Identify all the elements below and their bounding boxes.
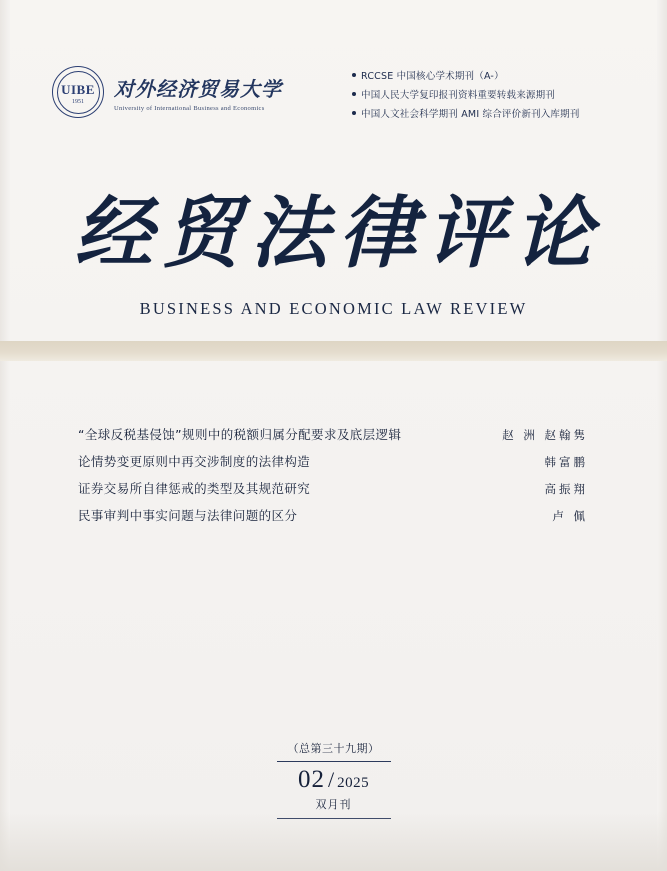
issue-serial-number: （总第三十九期）	[287, 742, 380, 755]
list-item	[78, 425, 588, 452]
index-badge-label: 中国人文社会科学期刊 AMI 综合评价新刊入库期刊	[361, 109, 580, 120]
article-authors: 韩富鹏	[544, 455, 588, 469]
issue-number: 02	[297, 766, 325, 793]
journal-title-cn: 经贸法律评论	[74, 188, 603, 279]
index-badge	[352, 68, 580, 82]
list-item	[78, 506, 588, 533]
article-title: 证券交易所自律惩戒的类型及其规范研究	[78, 481, 311, 496]
issue-frequency: 双月刊	[315, 798, 352, 811]
index-badge	[352, 106, 580, 120]
issue-year: 2025	[337, 775, 370, 791]
index-badge-label: 中国人民大学复印报刊资料重要转载来源期刊	[361, 90, 556, 101]
issue-block	[277, 740, 391, 819]
publisher-names	[114, 73, 282, 112]
decorative-band	[0, 341, 667, 361]
article-title: 论情势变更原则中再交涉制度的法律构造	[78, 454, 311, 469]
list-item	[78, 479, 588, 506]
bullet-dot-icon	[352, 111, 356, 115]
index-badge	[352, 87, 580, 101]
bullet-dot-icon	[352, 73, 356, 77]
list-item	[78, 452, 588, 479]
issue-separator: /	[327, 767, 335, 792]
uibe-emblem-icon	[52, 66, 104, 118]
bullet-dot-icon	[352, 92, 356, 96]
cover-header	[0, 62, 667, 134]
emblem-ring	[57, 71, 100, 114]
article-title: 民事审判中事实问题与法律问题的区分	[78, 508, 298, 523]
journal-title-en: BUSINESS AND ECONOMIC LAW REVIEW	[139, 299, 528, 318]
article-authors: 赵 洲 赵翰隽	[502, 428, 588, 442]
table-of-contents	[78, 425, 588, 533]
article-authors: 高振翔	[544, 482, 588, 496]
publisher-logo-block	[52, 66, 282, 118]
article-title: “全球反税基侵蚀”规则中的税额归属分配要求及底层逻辑	[78, 427, 402, 442]
publisher-name-cn: 对外经济贸易大学	[114, 76, 282, 101]
emblem-initials: UIBE	[61, 82, 95, 97]
page-bottom-shading	[0, 811, 667, 871]
index-badge-label: RCCSE 中国核心学术期刊（A-）	[361, 71, 504, 82]
masthead	[0, 188, 667, 319]
article-authors: 卢 佩	[552, 509, 588, 523]
issue-number-line	[277, 767, 391, 792]
emblem-year: 1951	[72, 99, 84, 105]
index-badge-list	[352, 68, 580, 120]
publisher-name-en: University of International Business and Economics	[114, 104, 265, 112]
